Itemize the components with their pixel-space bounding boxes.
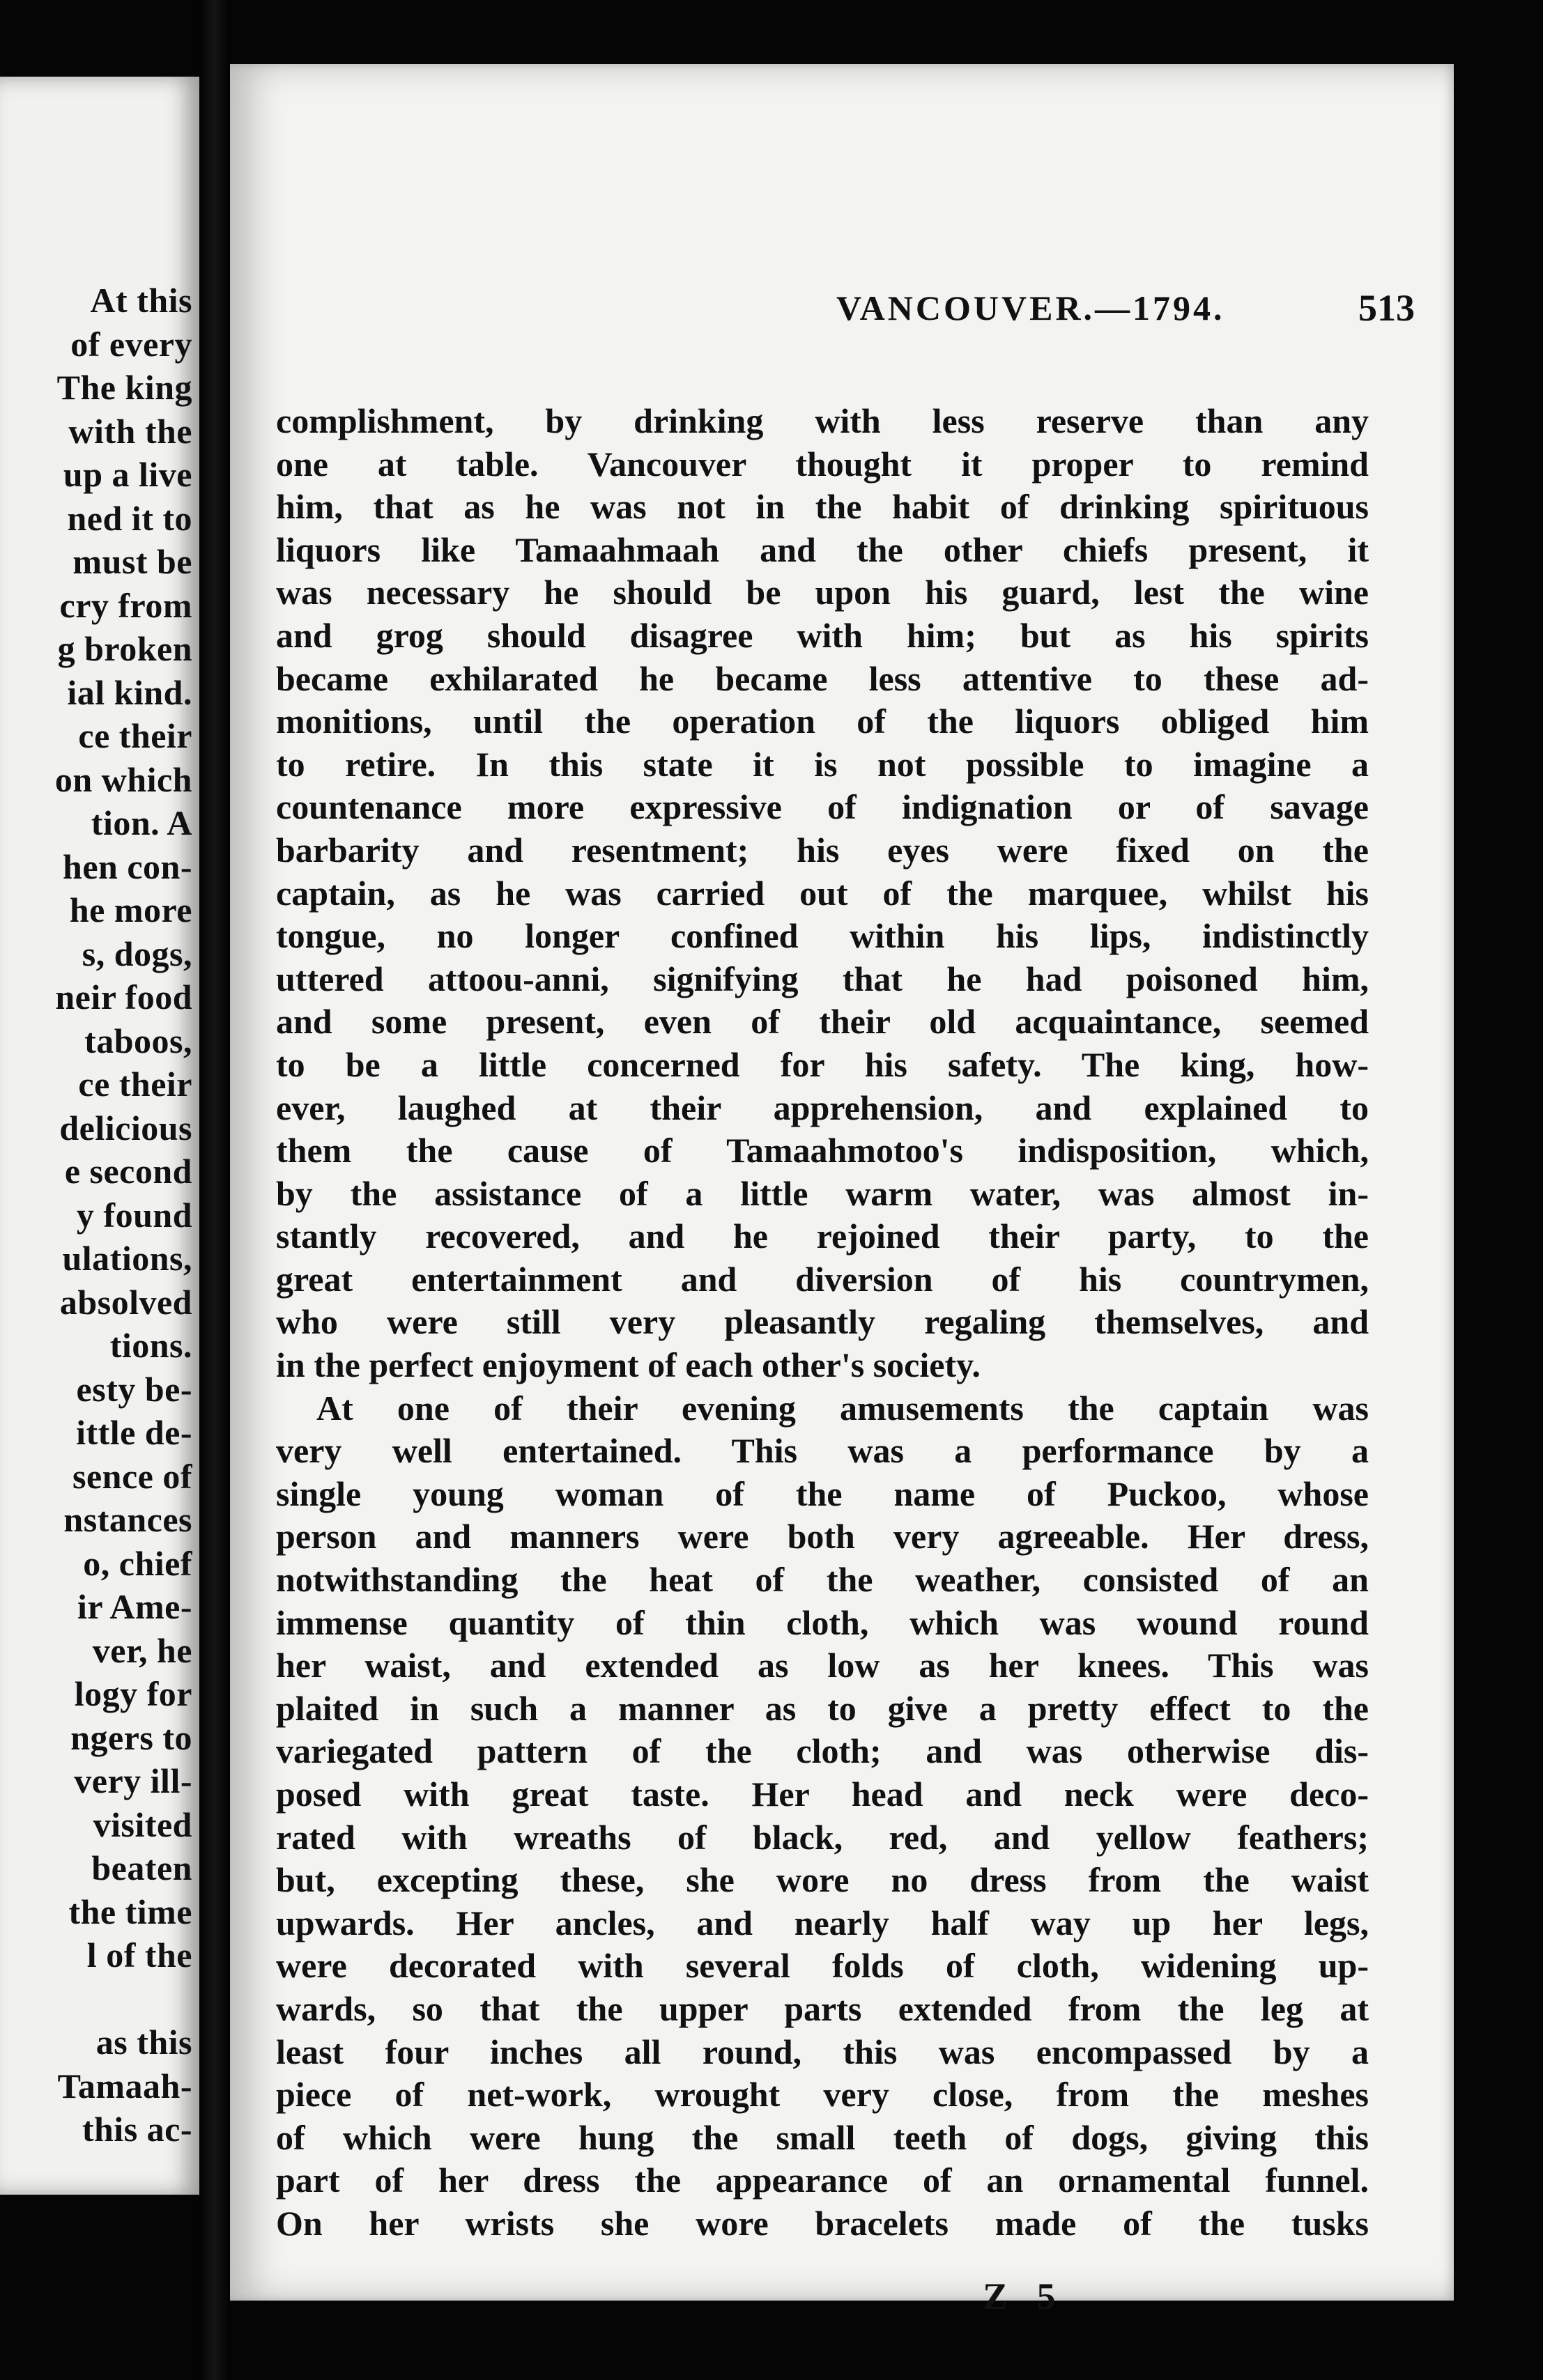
left-page-line: ce their <box>78 716 192 755</box>
body-text-line: notwithstanding the heat of the weather, consisted of an <box>276 1560 1369 1600</box>
left-page-line <box>0 1977 192 2021</box>
body-text-line: great entertainment and diversion of his countrymen, <box>276 1259 1369 1299</box>
body-text-line: them the cause of Tamaahmotoo's indisposition, which, <box>276 1131 1369 1170</box>
body-text-line: and some present, even of their old acquaintance, seemed <box>276 1002 1369 1042</box>
left-page-line: sence of <box>72 1456 192 1496</box>
body-text-line: who were still very pleasantly regaling themselves, and <box>276 1302 1369 1342</box>
book-gutter <box>199 0 230 2380</box>
body-text-line: uttered attoou-anni, signifying that he had poisoned him, <box>276 959 1369 998</box>
body-text-line: wards, so that the upper parts extended from the leg at <box>276 1988 1369 2028</box>
body-text-line: and grog should disagree with him; but as his spirits <box>276 615 1369 655</box>
left-page-line: At this <box>90 281 192 320</box>
body-text-line: liquors like Tamaahmaah and the other chiefs present, it <box>276 530 1369 569</box>
body-text-line: in the perfect enjoyment of each other's society. <box>276 1345 981 1385</box>
body-text-line: posed with great taste. Her head and neck were deco- <box>276 1775 1369 1814</box>
body-text-line: captain, as he was carried out of the marquee, whilst his <box>276 873 1369 913</box>
body-text <box>276 400 1369 2246</box>
left-page-line: ver, he <box>92 1630 192 1670</box>
body-text-line: immense quantity of thin cloth, which was wound round <box>276 1602 1369 1642</box>
body-text-line: her waist, and extended as low as her knees. This was <box>276 1646 1369 1685</box>
body-text-line: became exhilarated he became less attentive to these ad- <box>276 658 1369 698</box>
body-text-line: were decorated with several folds of cloth, widening up- <box>276 1946 1369 1986</box>
left-page-line: he more <box>69 890 192 929</box>
body-text-line: by the assistance of a little warm water, was almost in- <box>276 1173 1369 1213</box>
left-page-line: on which <box>54 759 192 799</box>
body-text-line: one at table. Vancouver thought it proper to remind <box>276 444 1369 484</box>
body-text-line: piece of net-work, wrought very close, from the meshes <box>276 2075 1369 2115</box>
running-head <box>578 286 1415 330</box>
left-page-line: taboos, <box>84 1021 192 1060</box>
left-page-line: ce their <box>78 1065 192 1104</box>
body-text-line: upwards. Her ancles, and nearly half way up her legs, <box>276 1903 1369 1942</box>
body-text-line: plaited in such a manner as to give a pretty effect to the <box>276 1688 1369 1728</box>
body-text-line: least four inches all round, this was encompassed by a <box>276 2032 1369 2071</box>
body-text-line: was necessary he should be upon his guard, lest the wine <box>276 573 1369 612</box>
left-page-line: logy for <box>74 1674 192 1713</box>
left-page-line: beaten <box>91 1848 192 1887</box>
right-page <box>230 64 1454 2317</box>
left-page-line: Tamaah- <box>57 2066 192 2105</box>
left-page-line: ial kind. <box>67 672 192 712</box>
left-page-line: ittle de- <box>76 1413 192 1452</box>
left-page-line: absolved <box>59 1282 192 1322</box>
body-text-line: countenance more expressive of indignation or of savage <box>276 787 1369 827</box>
left-page-line: ulations, <box>62 1239 192 1278</box>
body-text-line: very well entertained. This was a performance by a <box>276 1431 1369 1471</box>
left-page-line: up a live <box>63 455 192 494</box>
left-page-text <box>0 279 192 2151</box>
body-text-line: At one of their evening amusements the captain was <box>316 1388 1369 1428</box>
left-page-line: with the <box>68 411 192 451</box>
left-page-line: very ill- <box>74 1761 192 1800</box>
left-page-line: o, chief <box>83 1543 192 1583</box>
body-text-line: but, excepting these, she wore no dress from the waist <box>276 1860 1369 1900</box>
left-page-line: tions. <box>109 1326 192 1365</box>
body-text-line: single young woman of the name of Puckoo, whose <box>276 1474 1369 1513</box>
body-text-line: rated with wreaths of black, red, and yellow feathers; <box>276 1817 1369 1857</box>
left-page-line: cry from <box>59 585 192 625</box>
body-text-line: him, that as he was not in the habit of drinking spirituous <box>276 487 1369 527</box>
signature-mark: Z 5 <box>983 2275 1066 2317</box>
body-text-line: stantly recovered, and he rejoined their party, to the <box>276 1216 1369 1256</box>
left-page-line: this ac- <box>82 2110 192 2149</box>
body-text-line: tongue, no longer confined within his lips, indistinctly <box>276 916 1369 956</box>
page-number: 513 <box>1358 287 1415 329</box>
running-title: VANCOUVER.—1794. <box>836 288 1225 327</box>
body-text-line: person and manners were both very agreeable. Her dress, <box>276 1517 1369 1556</box>
body-text-line: variegated pattern of the cloth; and was otherwise dis- <box>276 1731 1369 1771</box>
left-page-line: hen con- <box>63 847 192 886</box>
body-text-line: to retire. In this state it is not possible to imagine a <box>276 744 1369 784</box>
left-page-line: The king <box>56 368 192 407</box>
left-page-line: must be <box>72 542 192 581</box>
left-page-line: ir Ame- <box>77 1587 192 1626</box>
left-page-line: nstances <box>63 1500 192 1539</box>
left-page-line: delicious <box>59 1108 192 1148</box>
left-page-line: visited <box>93 1805 192 1844</box>
left-page-line: of every <box>70 324 192 364</box>
body-text-line: On her wrists she wore bracelets made of the tusks <box>276 2203 1369 2243</box>
left-page-fragment <box>0 77 199 2195</box>
body-text-line: monitions, until the operation of the liquors obliged him <box>276 702 1369 741</box>
body-text-line: barbarity and resentment; his eyes were fixed on the <box>276 830 1369 870</box>
body-text-line: complishment, by drinking with less reserve than any <box>276 401 1369 440</box>
body-text-line: to be a little concerned for his safety. The king, how- <box>276 1044 1369 1084</box>
left-page-line: y found <box>76 1195 192 1235</box>
body-text-line: part of her dress the appearance of an ornamental funnel. <box>276 2161 1369 2200</box>
left-page-line: ngers to <box>70 1717 192 1757</box>
left-page-line: as this <box>95 2023 192 2062</box>
left-page-line: ned it to <box>67 498 192 538</box>
left-page-line: tion. A <box>91 803 192 842</box>
body-text-line: of which were hung the small teeth of dogs, giving this <box>276 2117 1369 2157</box>
left-page-line: neir food <box>55 978 192 1017</box>
body-text-line: ever, laughed at their apprehension, and explained to <box>276 1088 1369 1127</box>
left-page-line: e second <box>64 1152 192 1191</box>
left-page-line: the time <box>68 1892 192 1931</box>
left-page-line: l of the <box>86 1935 192 1975</box>
left-page-line: s, dogs, <box>82 934 192 973</box>
left-page-line: g broken <box>57 629 192 668</box>
left-page-line: esty be- <box>76 1369 192 1409</box>
